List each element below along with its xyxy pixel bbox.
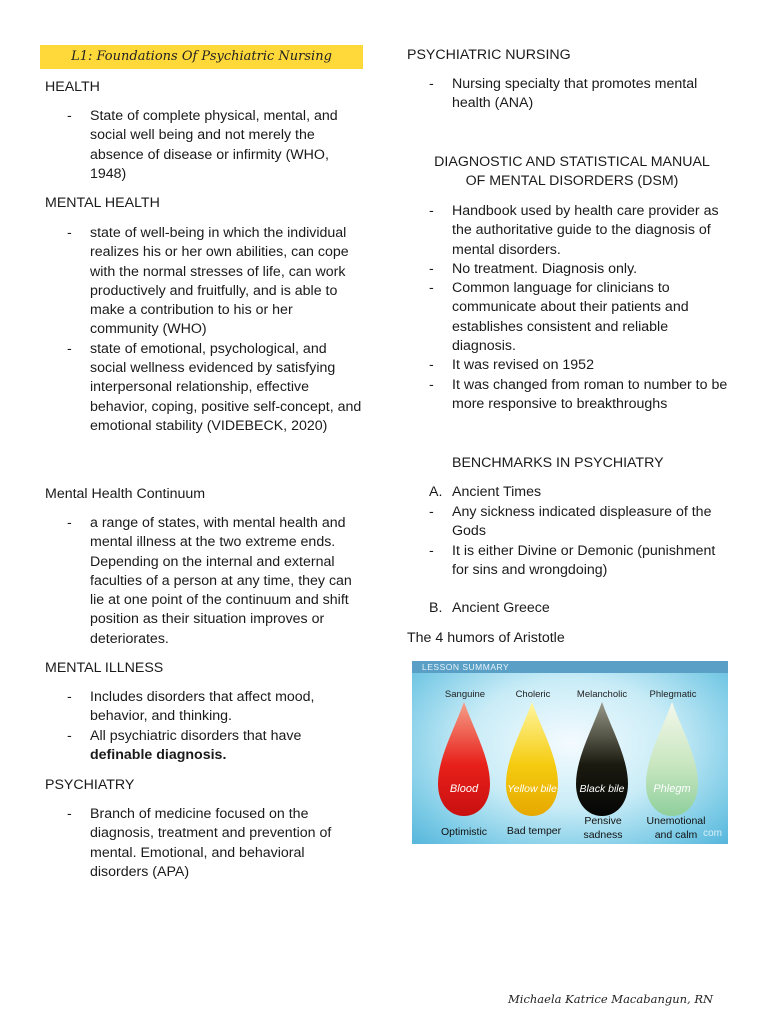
- humor-name-phlegmatic: Phlegmatic: [649, 689, 697, 700]
- ancient-times-list: [407, 503, 732, 580]
- humor-fluid-blood: Blood: [449, 783, 479, 795]
- mental-illness-list: [45, 688, 365, 765]
- black-bile-drop-shape: [572, 700, 632, 818]
- health-list: [45, 107, 365, 184]
- psychiatry-heading: PSYCHIATRY: [45, 777, 135, 793]
- ancient-greece-item: B. Ancient Greece: [429, 600, 550, 616]
- humor-trait-pensive-sadness: Pensive sadness: [583, 815, 623, 841]
- humor-trait-optimistic: Optimistic: [440, 826, 488, 838]
- list-item: - All psychiatric disorders that have definable diagnosis.: [67, 727, 302, 763]
- psychiatric-nursing-heading: PSYCHIATRIC NURSING: [407, 47, 571, 63]
- psychiatric-nursing-list: [407, 75, 732, 114]
- list-item: - Handbook used by health care provider as the authoritative guide to the diagnosis of mental disorders.: [429, 203, 719, 258]
- benchmarks-heading: BENCHMARKS IN PSYCHIATRY: [452, 455, 664, 471]
- humor-fluid-phlegm: Phlegm: [653, 783, 691, 795]
- humors-caption: The 4 humors of Aristotle: [407, 630, 565, 646]
- yellow-bile-drop-shape: [502, 700, 562, 818]
- emphasis-text: definable diagnosis.: [90, 746, 227, 763]
- author-signature: Michaela Katrice Macabangun, RN: [508, 992, 714, 1006]
- mental-health-list: [45, 224, 365, 436]
- list-item: - State of complete physical, mental, and social well being and not merely the absence of disease or infirmity (WHO, 1948): [67, 108, 338, 182]
- list-item: - No treatment. Diagnosis only.: [429, 260, 638, 277]
- blood-drop-shape: [434, 700, 494, 818]
- dsm-list: [407, 202, 732, 414]
- humor-fluid-black-bile: Black bile: [579, 783, 625, 795]
- dsm-heading: DIAGNOSTIC AND STATISTICAL MANUAL OF MENTAL DISORDERS (DSM): [434, 154, 710, 190]
- phlegm-drop-shape: [642, 700, 702, 818]
- humor-name-sanguine: Sanguine: [444, 689, 486, 700]
- psychiatry-list: [45, 805, 365, 882]
- health-heading: HEALTH: [45, 79, 100, 95]
- continuum-list: [45, 514, 365, 649]
- figure-header: LESSON SUMMARY: [412, 661, 728, 673]
- list-item: - Branch of medicine focused on the diagnosis, treatment and prevention of mental. Emotional, and behavioral disorders (APA): [67, 806, 332, 880]
- list-item: - Any sickness indicated displeasure of the Gods: [429, 504, 712, 540]
- figure-watermark: com: [703, 828, 722, 839]
- humor-trait-unemotional-calm: Unemotional and calm: [646, 815, 706, 841]
- ancient-times-item: A. Ancient Times: [429, 484, 542, 500]
- list-item: - Nursing specialty that promotes mental health (ANA): [429, 76, 698, 112]
- list-item: - state of emotional, psychological, and social wellness evidenced by satisfying interpersonal relationship, effective behavior, coping, positive self-concept, and emotional stability (VIDEBECK, 2020): [67, 340, 362, 434]
- list-item: - a range of states, with mental health and mental illness at the two extreme ends. Depending on the internal and external faculties of a person at any time, they can lie at one point of the continuum and shift position as their situation improves or deteriorates.: [67, 515, 352, 647]
- continuum-heading: Mental Health Continuum: [45, 486, 206, 502]
- list-item: - It was changed from roman to number to be more responsive to breakthroughs: [429, 376, 728, 412]
- mental-illness-heading: MENTAL ILLNESS: [45, 660, 164, 676]
- list-item: - state of well-being in which the individual realizes his or her own abilities, can cope with the normal stresses of life, can work productively and fruitfully, and is able to make a contribution to his or her community (WHO): [67, 225, 349, 338]
- mental-health-heading: MENTAL HEALTH: [45, 195, 160, 211]
- humor-fluid-yellow-bile: Yellow bile: [507, 783, 557, 795]
- list-item: - Includes disorders that affect mood, behavior, and thinking.: [67, 689, 315, 725]
- humor-name-melancholic: Melancholic: [576, 689, 628, 700]
- humor-trait-bad-temper: Bad temper: [506, 825, 562, 837]
- humor-name-choleric: Choleric: [515, 689, 551, 700]
- lesson-title-banner: L1: Foundations Of Psychiatric Nursing: [40, 45, 363, 69]
- list-item: - It was revised on 1952: [429, 357, 594, 374]
- list-item: - It is either Divine or Demonic (punishment for sins and wrongdoing): [429, 542, 716, 578]
- list-item: - Common language for clinicians to communicate about their patients and establishes consistent and reliable diagnosis.: [429, 280, 689, 355]
